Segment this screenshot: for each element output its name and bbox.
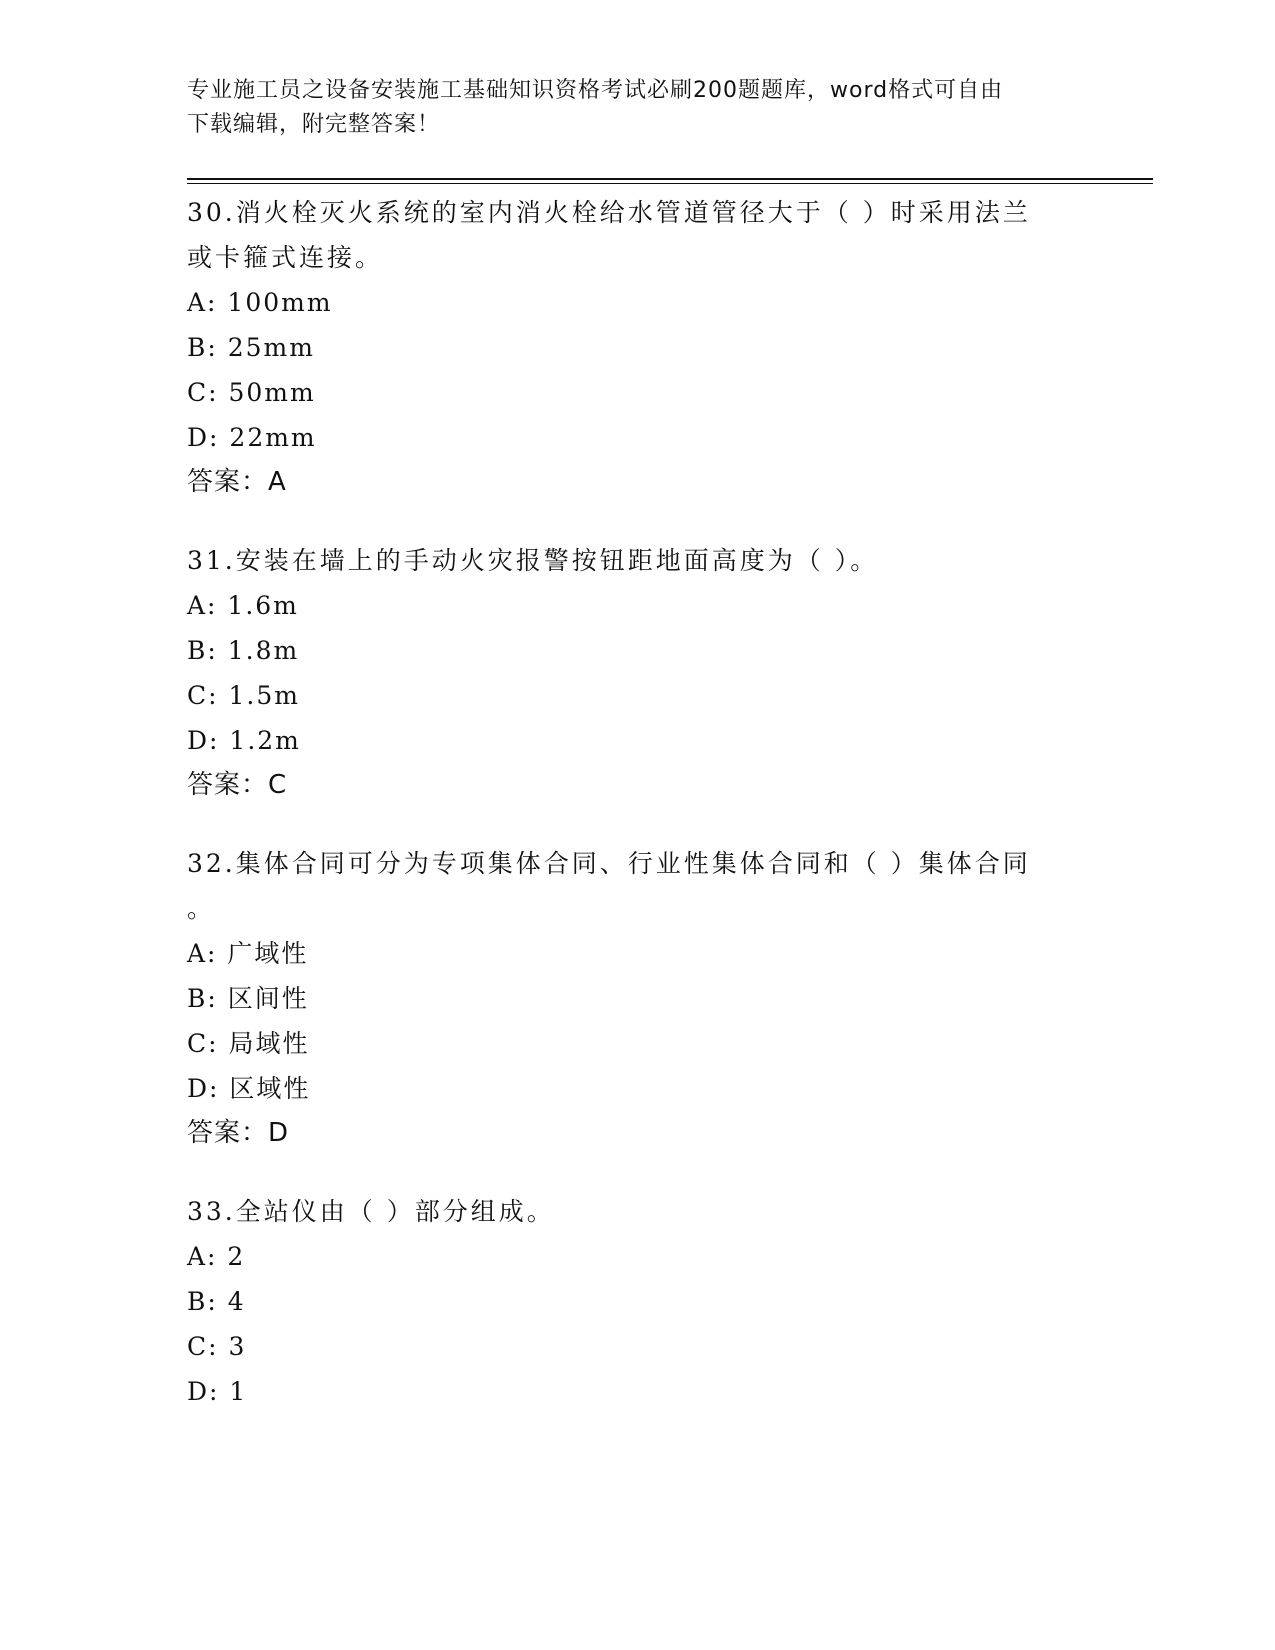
question-list — [187, 190, 1067, 1448]
option-d: D: 区域性 — [187, 1074, 311, 1103]
option-d: D: 1 — [187, 1377, 248, 1406]
question-stem-line-2: 或卡箍式连接。 — [187, 243, 384, 272]
header-divider-thin — [187, 183, 1153, 184]
document-header — [187, 74, 1067, 142]
header-line-2: 下载编辑，附完整答案！ — [187, 112, 441, 137]
question-stem — [187, 190, 1067, 280]
option-c: C: 1.5m — [187, 681, 300, 710]
option-a: A: 1.6m — [187, 591, 299, 620]
option-b: B: 1.8m — [187, 636, 300, 665]
option-b: B: 区间性 — [187, 984, 309, 1013]
option-b: B: 4 — [187, 1287, 246, 1316]
option-d: D: 1.2m — [187, 726, 301, 755]
header-divider-thick — [187, 178, 1153, 180]
answer-text: 答案：D — [187, 1118, 290, 1148]
option-c: C: 局域性 — [187, 1029, 310, 1058]
option-list — [187, 1234, 1067, 1414]
question-stem — [187, 841, 1067, 931]
option-a: A: 广域性 — [187, 939, 309, 968]
answer-text: 答案：A — [187, 467, 287, 497]
question-stem-line-1: 30.消火栓灭火系统的室内消火栓给水管道管径大于（ ）时采用法兰 — [187, 198, 1031, 227]
option-b: B: 25mm — [187, 333, 315, 362]
option-d: D: 22mm — [187, 423, 317, 452]
option-c: C: 3 — [187, 1332, 247, 1361]
header-line-1: 专业施工员之设备安装施工基础知识资格考试必刷200题题库，word格式可自由 — [187, 78, 1004, 103]
option-list — [187, 583, 1067, 763]
option-a: A: 2 — [187, 1242, 246, 1271]
answer-text: 答案：C — [187, 770, 288, 800]
question-stem-line-2: 。 — [187, 894, 216, 923]
question-stem — [187, 538, 1067, 583]
question-stem — [187, 1189, 1067, 1234]
option-list — [187, 280, 1067, 460]
question-33 — [187, 1189, 1067, 1414]
question-31 — [187, 538, 1067, 807]
question-stem-line-1: 31.安装在墙上的手动火灾报警按钮距地面高度为（ ）。 — [187, 546, 879, 575]
option-a: A: 100mm — [187, 288, 333, 317]
option-list — [187, 931, 1067, 1111]
question-32 — [187, 841, 1067, 1155]
option-c: C: 50mm — [187, 378, 316, 407]
question-stem-line-1: 32.集体合同可分为专项集体合同、行业性集体合同和（ ）集体合同 — [187, 849, 1031, 878]
question-stem-line-1: 33.全站仪由（ ）部分组成。 — [187, 1197, 555, 1226]
question-30 — [187, 190, 1067, 504]
